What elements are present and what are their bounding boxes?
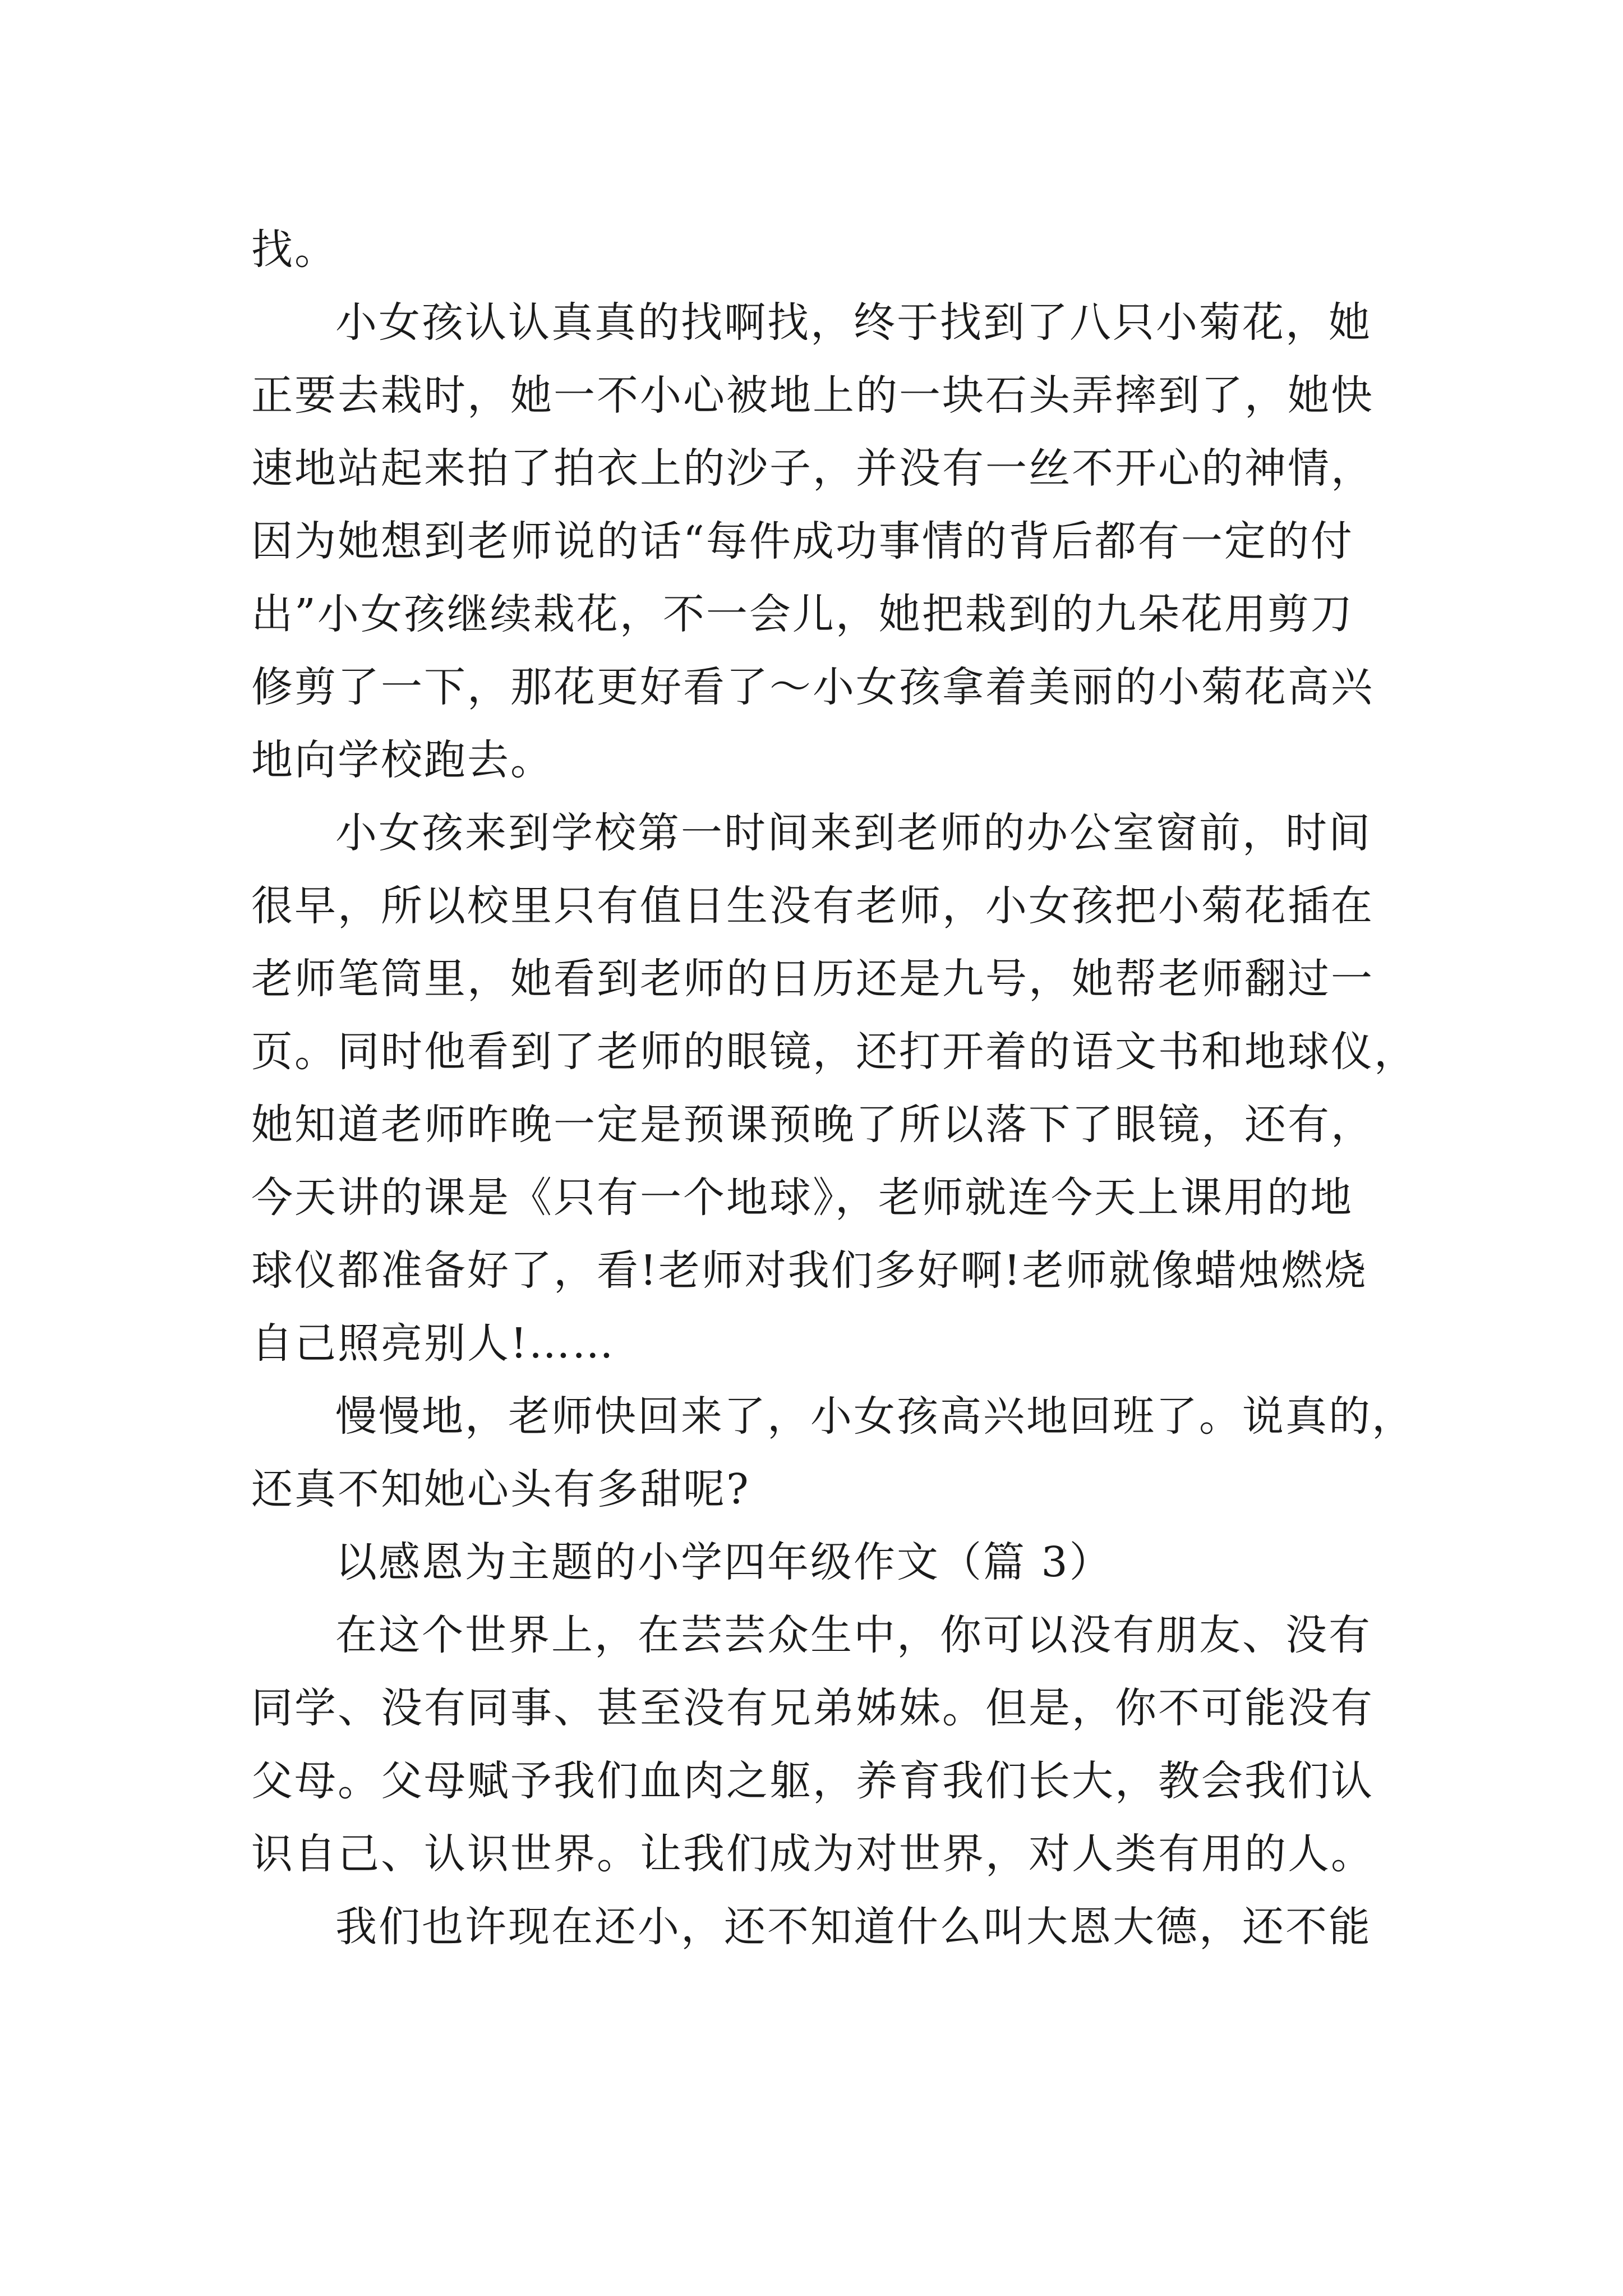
paragraph-line: 同学、没有同事、甚至没有兄弟姊妹。但是，你不可能没有 [251,1684,1374,1732]
paragraph-line: 因为她想到老师说的话“每件成功事情的背后都有一定的付 [251,517,1354,565]
paragraph-line: 今天讲的课是《只有一个地球》，老师就连今天上课用的地 [251,1174,1353,1222]
paragraph-line: 地向学校跑去。 [251,736,554,784]
paragraph-line: 页。同时他看到了老师的眼镜，还打开着的语文书和地球仪， [251,1028,1417,1076]
paragraph-line: 还真不知她心头有多甜呢? [251,1465,750,1513]
essay-title: 以感恩为主题的小学四年级作文（篇 3） [335,1538,1113,1586]
paragraph-continuation [251,213,1401,286]
document-body [251,213,1417,1963]
paragraph-line: 球仪都准备好了，看!老师对我们多好啊!老师就像蜡烛燃烧 [251,1246,1368,1295]
paragraph-line: 找。 [251,226,338,274]
paragraph-line: 父母。父母赋予我们血肉之躯，养育我们长大，教会我们认 [251,1757,1374,1805]
essay-heading [251,1526,1401,1599]
paragraph-line: 慢慢地，老师快回来了，小女孩高兴地回班了。说真的， [335,1392,1415,1441]
paragraph-line: 她知道老师昨晚一定是预课预晚了所以落下了眼镜，还有， [251,1101,1374,1149]
paragraph-searching-flowers [251,286,1401,797]
paragraph-line: 正要去栽时，她一不小心被地上的一块石头弄摔到了，她快 [251,371,1374,420]
paragraph-line: 在这个世界上，在芸芸众生中，你可以没有朋友、没有 [335,1611,1372,1659]
paragraph-line: 识自己、认识世界。让我们成为对世界，对人类有用的人。 [251,1830,1374,1878]
paragraph-line: 老师笔筒里，她看到老师的日历还是九号，她帮老师翻过一 [251,955,1374,1003]
paragraph-line: 速地站起来拍了拍衣上的沙子，并没有一丝不开心的神情， [251,444,1374,493]
paragraph-line: 小女孩来到学校第一时间来到老师的办公室窗前，时间 [335,809,1372,857]
paragraph-line: 出”小女孩继续栽花，不一会儿，她把栽到的九朵花用剪刀 [251,590,1354,638]
paragraph-line: 自己照亮别人!…… [251,1319,615,1368]
paragraph-line: 小女孩认认真真的找啊找，终于找到了八只小菊花，她 [335,298,1372,347]
paragraph-line: 很早，所以校里只有值日生没有老师，小女孩把小菊花插在 [251,882,1374,930]
paragraph-teacher-office [251,797,1417,1380]
paragraph-line: 修剪了一下，那花更好看了～小女孩拿着美丽的小菊花高兴 [251,663,1374,711]
paragraph-returning-class [251,1380,1415,1526]
paragraph-parents [251,1599,1401,1890]
paragraph-gratitude [251,1890,1401,1963]
paragraph-line: 我们也许现在还小，还不知道什么叫大恩大德，还不能 [335,1903,1372,1951]
